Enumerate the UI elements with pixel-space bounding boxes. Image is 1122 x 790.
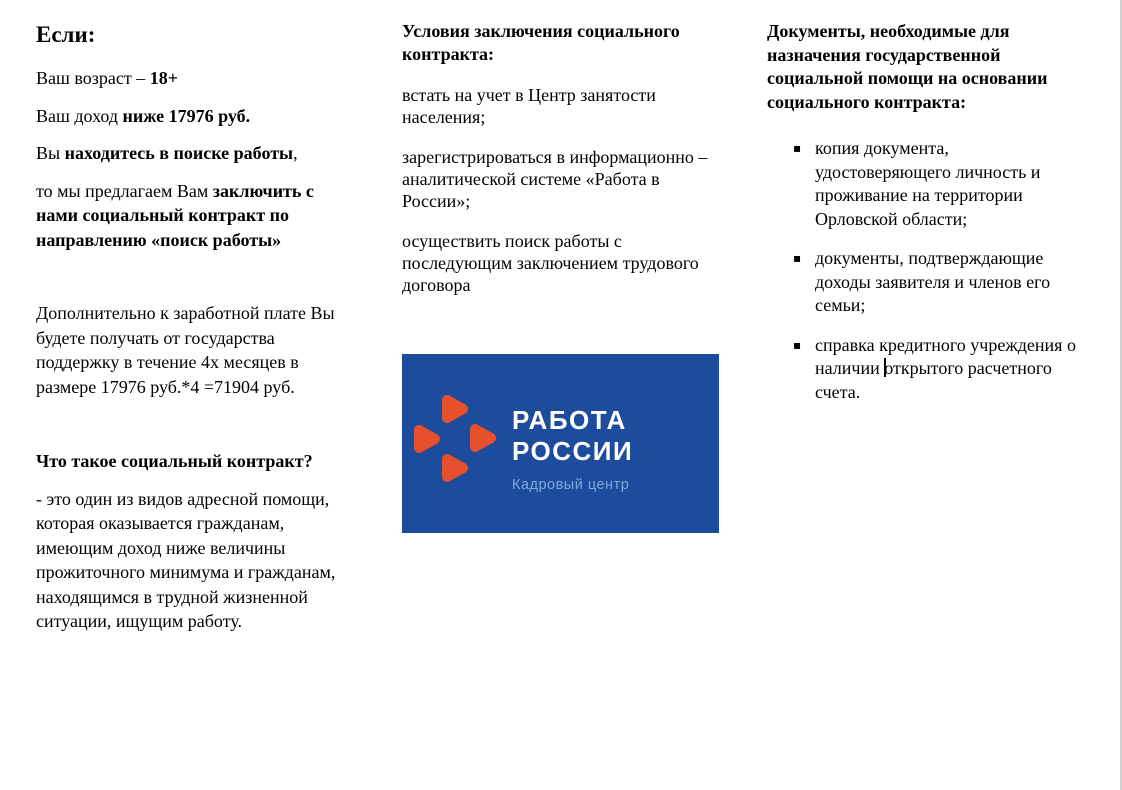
offer-text: то мы предлагаем Вам	[36, 180, 213, 201]
bullet-identity-text: копия документа, удостоверяющего личность и проживание на территории Орловской области;	[815, 138, 1041, 229]
income-text: Ваш доход	[36, 105, 123, 126]
page-title[interactable]: Если:	[36, 22, 96, 47]
middle-column	[402, 20, 719, 533]
bullet-bank-text-before-caret: справка кредитного учреждения о наличии	[815, 334, 1076, 378]
age-text: Ваш возраст –	[36, 68, 150, 88]
document-bullet-bank[interactable]	[767, 334, 1085, 405]
bullet-marker-icon: ▪	[793, 141, 802, 155]
offer-paragraph[interactable]	[36, 179, 352, 253]
logo-tagline: Кадровый центр	[512, 477, 630, 493]
right-column	[767, 20, 1085, 420]
logo-title-line2: РОССИИ	[512, 436, 634, 466]
income-bold-text: ниже 17976 руб.	[122, 105, 251, 126]
job-search-text: Вы	[36, 143, 65, 163]
left-column	[36, 20, 352, 647]
condition-item-register[interactable]: встать на учет в Центр занятости населения;	[402, 85, 656, 127]
bullet-bank-text	[815, 334, 1085, 405]
document-bullet-income[interactable]	[767, 247, 1085, 318]
what-is-contract-heading[interactable]: Что такое социальный контракт?	[36, 451, 313, 471]
logo-text-block	[512, 405, 633, 496]
bullet-marker-icon: ▪	[793, 251, 802, 265]
logo-triangles-icon	[413, 391, 505, 483]
income-paragraph[interactable]	[36, 104, 352, 129]
document-bullet-identity[interactable]	[767, 137, 1085, 231]
job-search-comma: ,	[293, 143, 298, 163]
bullet-income-text: документы, подтверждающие доходы заявителя и членов его семьи;	[815, 248, 1051, 315]
rabota-rossii-logo[interactable]	[402, 354, 719, 533]
age-bold-text: 18+	[149, 68, 178, 88]
offer-bold-text: заключить с нами социальный контракт по направлению «поиск работы»	[36, 180, 314, 250]
logo-title-line1: РАБОТА	[512, 405, 627, 435]
bullet-bank-text-after-caret: открытого расчетного счета.	[815, 358, 1052, 402]
documents-heading[interactable]: Документы, необходимые для назначения государственной социальной помощи на основании социального контракта:	[767, 21, 1048, 112]
support-paragraph[interactable]: Дополнительно к заработной плате Вы будете получать от государства поддержку в течение 4х месяцев в размере 17976 руб.*4 =71904 руб.	[36, 303, 335, 397]
conditions-heading[interactable]: Условия заключения социального контракта:	[402, 21, 680, 64]
age-paragraph[interactable]	[36, 66, 352, 91]
condition-item-job[interactable]: осуществить поиск работы с последующим заключением трудового договора	[402, 231, 699, 295]
bullet-marker-icon: ▪	[793, 337, 802, 352]
definition-paragraph[interactable]: - это один из видов адресной помощи, которая оказывается гражданам, имеющим доход ниже величины прожиточного минимума и гражданам, находящимся в трудной жизненной ситуации, ищущим работу.	[36, 488, 336, 631]
job-search-bold-text: находитесь в поиске работы	[64, 143, 294, 163]
job-search-paragraph[interactable]	[36, 141, 352, 166]
condition-item-system[interactable]: зарегистрироваться в информационно – аналитической системе «Работа в России»;	[402, 147, 708, 211]
